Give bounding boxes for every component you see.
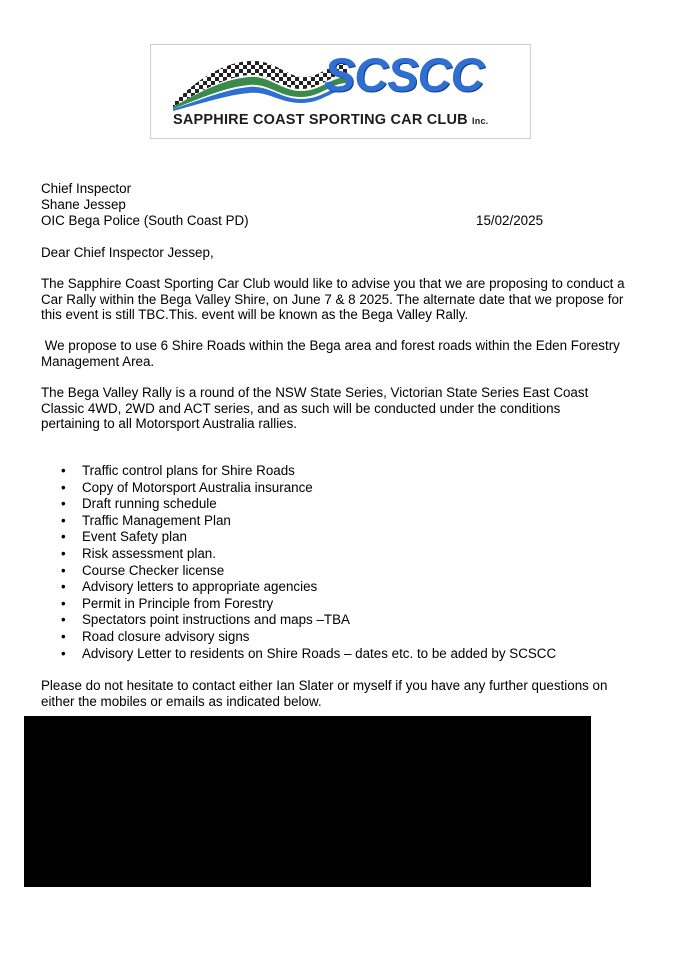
club-logo <box>150 44 531 139</box>
logo-club-name <box>173 112 488 128</box>
list-item <box>41 529 556 546</box>
salutation: Dear Chief Inspector Jessep, <box>41 245 214 260</box>
bullet-icon: • <box>61 645 66 661</box>
recipient-org: OIC Bega Police (South Coast PD) <box>41 213 249 228</box>
redacted-block <box>24 716 591 887</box>
recipient-title: Chief Inspector <box>41 181 132 196</box>
bullet-icon: • <box>61 479 66 495</box>
list-item-text: Risk assessment plan. <box>82 545 216 561</box>
list-item <box>41 513 556 530</box>
list-item <box>41 596 556 613</box>
list-item-text: Copy of Motorsport Australia insurance <box>82 479 313 495</box>
bullet-icon: • <box>61 595 66 611</box>
closing-paragraph: Please do not hesitate to contact either Ian Slater or myself if you have any further questions on either the mobiles or emails as indicated below. <box>41 678 608 709</box>
list-item <box>41 646 556 663</box>
list-item-text: Course Checker license <box>82 562 225 578</box>
list-item <box>41 496 556 513</box>
list-item <box>41 563 556 580</box>
recipient-name: Shane Jessep <box>41 197 126 212</box>
list-item <box>41 546 556 563</box>
documents-list <box>41 463 556 662</box>
paragraph-series: The Bega Valley Rally is a round of the NSW State Series, Victorian State Series East Coast Classic 4WD, 2WD and ACT series, and as such will be conducted under the conditions pertaining to all Motorsport Australia rallies. <box>41 385 589 432</box>
bullet-icon: • <box>61 545 66 561</box>
list-item-text: Road closure advisory signs <box>82 628 250 644</box>
list-item-text: Permit in Principle from Forestry <box>82 595 274 611</box>
list-item-text: Spectators point instructions and maps –TBA <box>82 612 350 628</box>
bullet-icon: • <box>61 562 66 578</box>
paragraph-intro: The Sapphire Coast Sporting Car Club would like to advise you that we are proposing to conduct a Car Rally within the Bega Valley Shire, on June 7 & 8 2025. The alternate date that we propose for this event is still TBC.This. event will be known as the Bega Valley Rally. <box>41 276 625 323</box>
paragraph-roads: We propose to use 6 Shire Roads within the Bega area and forest roads within the Eden Forestry Management Area. <box>41 338 624 369</box>
list-item <box>41 480 556 497</box>
list-item-text: Traffic control plans for Shire Roads <box>82 463 295 478</box>
logo-letters: SCSCC <box>324 48 484 101</box>
logo-club-name-text: SAPPHIRE COAST SPORTING CAR CLUB <box>173 112 468 128</box>
logo-inc: Inc. <box>472 116 489 126</box>
bullet-icon: • <box>61 496 66 512</box>
list-item-text: Draft running schedule <box>82 496 217 512</box>
letter-date: 15/02/2025 <box>476 213 544 228</box>
bullet-icon: • <box>61 463 66 478</box>
bullet-icon: • <box>61 579 66 595</box>
list-item-text: Event Safety plan <box>82 529 187 545</box>
bullet-icon: • <box>61 612 66 628</box>
list-item-text: Advisory letters to appropriate agencies <box>82 579 318 595</box>
list-item-text: Traffic Management Plan <box>82 512 231 528</box>
list-item <box>41 579 556 596</box>
list-item <box>41 612 556 629</box>
bullet-icon: • <box>61 628 66 644</box>
bullet-icon: • <box>61 529 66 545</box>
list-item <box>41 463 556 480</box>
bullet-icon: • <box>61 512 66 528</box>
list-item-text: Advisory Letter to residents on Shire Roads – dates etc. to be added by SCSCC <box>82 645 557 661</box>
list-item <box>41 629 556 646</box>
